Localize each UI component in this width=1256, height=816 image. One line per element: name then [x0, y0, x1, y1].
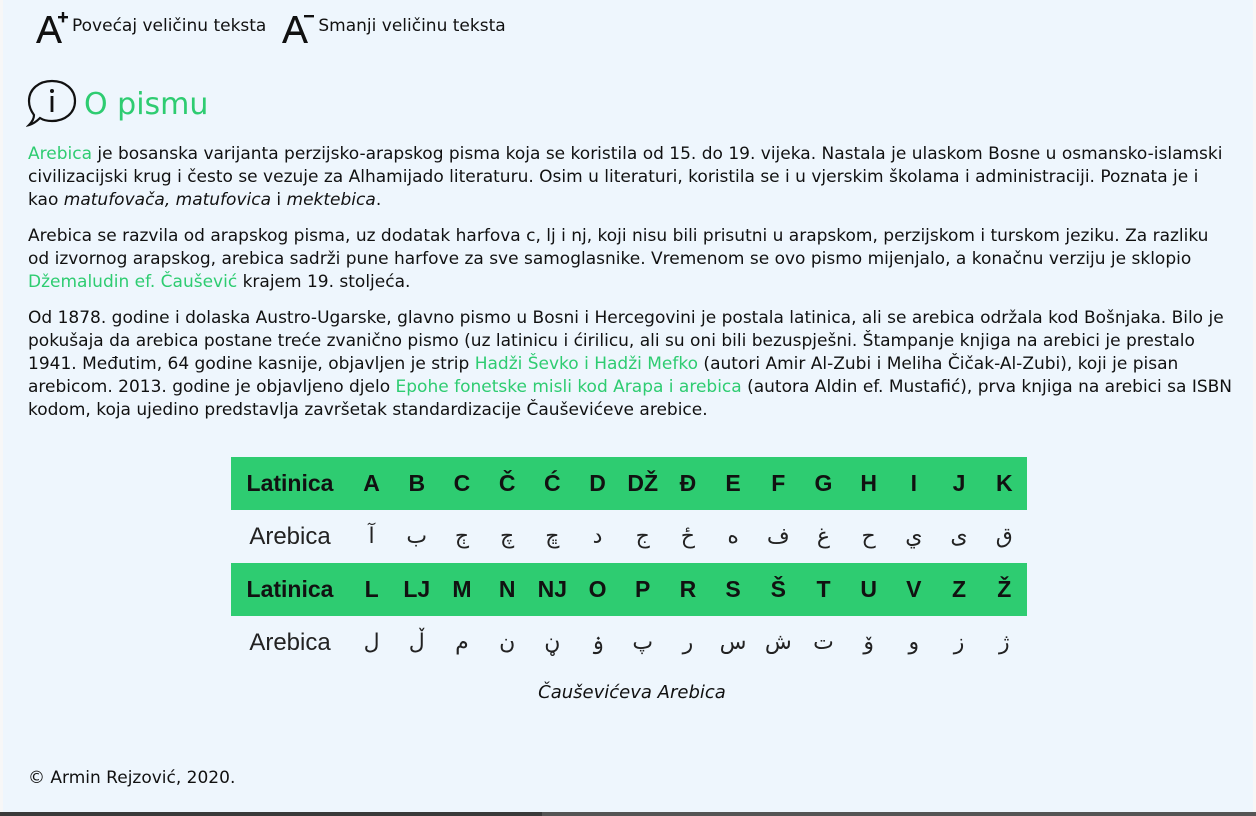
link-dzemaludin[interactable]: Džemaludin ef. Čaušević: [28, 272, 238, 292]
arabic-cell: ي: [905, 524, 923, 549]
paragraph-1: [28, 143, 1233, 212]
latin-label: Latinica: [231, 563, 349, 616]
latin-cell: P: [620, 563, 665, 616]
latin-cell: LJ: [394, 563, 439, 616]
p2-text-1: Arebica se razvila od arapskog pisma, uz dodatak harfova c, lj i nj, koji nisu bili prisutni u arapskom, perzijskom i turskom jeziku. Za razliku od izvornog arapskog, arebica sadrži pune harfove za sve samoglasnike. Vremenom se ovo pismo mijenjalo, a konačnu verziju je sklopio: [28, 226, 1209, 269]
link-hadzi-sevko[interactable]: Hadži Ševko i Hadži Mefko: [474, 354, 699, 374]
p1-text-1: je bosanska varijanta perzijsko-arapskog pisma koja se koristila od 15. do 19. vijeka. Nastala je ulaskom Bosne u osmansko-islamski civilizacijski krug i često se vezuje za Alhamijado literaturu. Osim u literaturi, koristila se i u vjerskim školama i administraciji. Poznata je i kao: [28, 144, 1223, 210]
arabic-cell: ب: [406, 524, 428, 549]
latin-cell: Š: [756, 563, 801, 616]
arabic-cell: ڵ: [408, 630, 425, 655]
arabic-cell: و: [908, 630, 920, 655]
section-heading: [26, 78, 208, 132]
latin-label: Latinica: [231, 457, 349, 510]
arabic-cell: ح: [861, 524, 876, 549]
arabic-cell: ڼ: [544, 630, 561, 655]
latin-cell: L: [349, 563, 394, 616]
arabic-cell: س: [719, 630, 747, 655]
latin-cell: B: [394, 457, 439, 510]
arabic-cell: ت: [813, 630, 834, 655]
arabic-cell: چ: [500, 524, 515, 549]
arabic-cell: ج: [635, 524, 650, 549]
latin-cell: K: [982, 457, 1027, 510]
arabic-cell: ن: [499, 630, 516, 655]
arabic-row-2: [231, 616, 1027, 669]
arabic-cell: ۆ: [863, 630, 874, 655]
arabic-cell: ش: [764, 630, 792, 655]
arabic-cell: پ: [632, 630, 654, 655]
copyright-footer: © Armin Rejzović, 2020.: [28, 768, 236, 788]
latin-cell: H: [846, 457, 891, 510]
arabic-cell: ی: [950, 524, 968, 549]
arabic-cell: ل: [363, 630, 380, 655]
p2-text-2: krajem 19. stoljeća.: [237, 272, 411, 292]
latin-cell: Ć: [530, 457, 575, 510]
arabic-cell: ځ: [680, 524, 695, 549]
arabic-cell: ز: [953, 630, 965, 655]
p3-text-1: Od 1878. godine i dolaska Austro-Ugarske, glavno pismo u Bosni i Hercegovini je postala latinica, ali se arebica održala kod Bošnjaka. Bilo je pokušaja da arebica postane treće zvanično pismo (uz latinicu i ćirilicu, ali su oni bili bezuspješni. Štampanje knjiga na arebici je prestalo 1941. Međutim, 64 godine kasnije, objavljen je strip: [28, 308, 1224, 374]
arabic-cell: ڄ: [454, 524, 470, 549]
font-decrease-icon: [278, 10, 318, 46]
font-size-toolbar: [32, 8, 518, 48]
article-body: [28, 143, 1233, 435]
latin-cell: G: [801, 457, 846, 510]
latin-row-1: [231, 457, 1027, 510]
latin-cell: M: [439, 563, 484, 616]
latin-cell: T: [801, 563, 846, 616]
p3-text-3: (autora Aldin ef. Mustafić), prva knjiga na arebici sa ISBN kodom, koja ujedino predstavlja završetak standardizacije Čauševićeve arebice.: [28, 377, 1233, 420]
paragraph-2: [28, 225, 1233, 294]
arabic-label: Arebica: [249, 628, 331, 656]
link-epohe[interactable]: Epohe fonetske misli kod Arapa i arebica: [395, 377, 742, 397]
latin-cell: Đ: [665, 457, 710, 510]
bottom-scrollbar[interactable]: [0, 812, 1256, 816]
p3-text-2: (autori Amir Al-Zubi i Meliha Čičak-Al-Zubi), koji je pisan arebicom. 2013. godine je objavljeno djelo: [28, 354, 1179, 397]
latin-cell: F: [756, 457, 801, 510]
arabic-cell: م: [455, 630, 469, 655]
arabic-cell: د: [592, 524, 603, 549]
increase-font-button[interactable]: [32, 10, 266, 46]
latin-row-2: [231, 563, 1027, 616]
latin-cell: Č: [485, 457, 530, 510]
latin-cell: U: [846, 563, 891, 616]
arabic-label: Arebica: [249, 522, 331, 550]
arabic-cell: ۏ: [591, 630, 604, 655]
arabic-cell: ژ: [999, 630, 1010, 655]
arabic-cell: آ: [368, 524, 375, 549]
latin-cell: I: [891, 457, 936, 510]
latin-cell: J: [936, 457, 981, 510]
arabic-cell: ه: [727, 524, 739, 549]
latin-cell: V: [891, 563, 936, 616]
arabic-cell: ف: [766, 524, 790, 549]
latin-cell: A: [349, 457, 394, 510]
latin-cell: S: [711, 563, 756, 616]
alphabet-table: [231, 457, 1027, 669]
latin-cell: D: [575, 457, 620, 510]
latin-cell: N: [485, 563, 530, 616]
arabic-cell: ڇ: [545, 524, 560, 549]
info-speech-bubble-icon: [26, 78, 78, 132]
table-caption: Čauševićeva Arebica: [538, 682, 726, 703]
increase-font-label: Povećaj veličinu teksta: [72, 16, 267, 36]
latin-cell: DŽ: [620, 457, 665, 510]
latin-cell: Z: [936, 563, 981, 616]
decrease-font-label: Smanji veličinu teksta: [318, 16, 506, 36]
p1-em-1: matufovača, matufovica: [63, 190, 271, 210]
latin-cell: NJ: [530, 563, 575, 616]
latin-cell: C: [439, 457, 484, 510]
arabic-cell: غ: [816, 524, 831, 549]
latin-cell: Ž: [982, 563, 1027, 616]
arabic-cell: ر: [682, 630, 694, 655]
arabic-cell: ق: [995, 524, 1013, 549]
latin-cell: E: [711, 457, 756, 510]
link-arebica[interactable]: Arebica: [28, 144, 92, 164]
latin-cell: R: [665, 563, 710, 616]
p1-text-3: .: [375, 190, 382, 210]
page-title: O pismu: [84, 87, 209, 122]
scrollbar-segment: [542, 812, 1256, 816]
paragraph-3: [28, 307, 1233, 422]
decrease-font-button[interactable]: [278, 10, 505, 46]
p1-em-2: mektebica: [286, 190, 376, 210]
p1-text-2: i: [271, 190, 287, 210]
latin-cell: O: [575, 563, 620, 616]
arabic-row-1: [231, 510, 1027, 563]
font-increase-icon: [32, 10, 72, 46]
